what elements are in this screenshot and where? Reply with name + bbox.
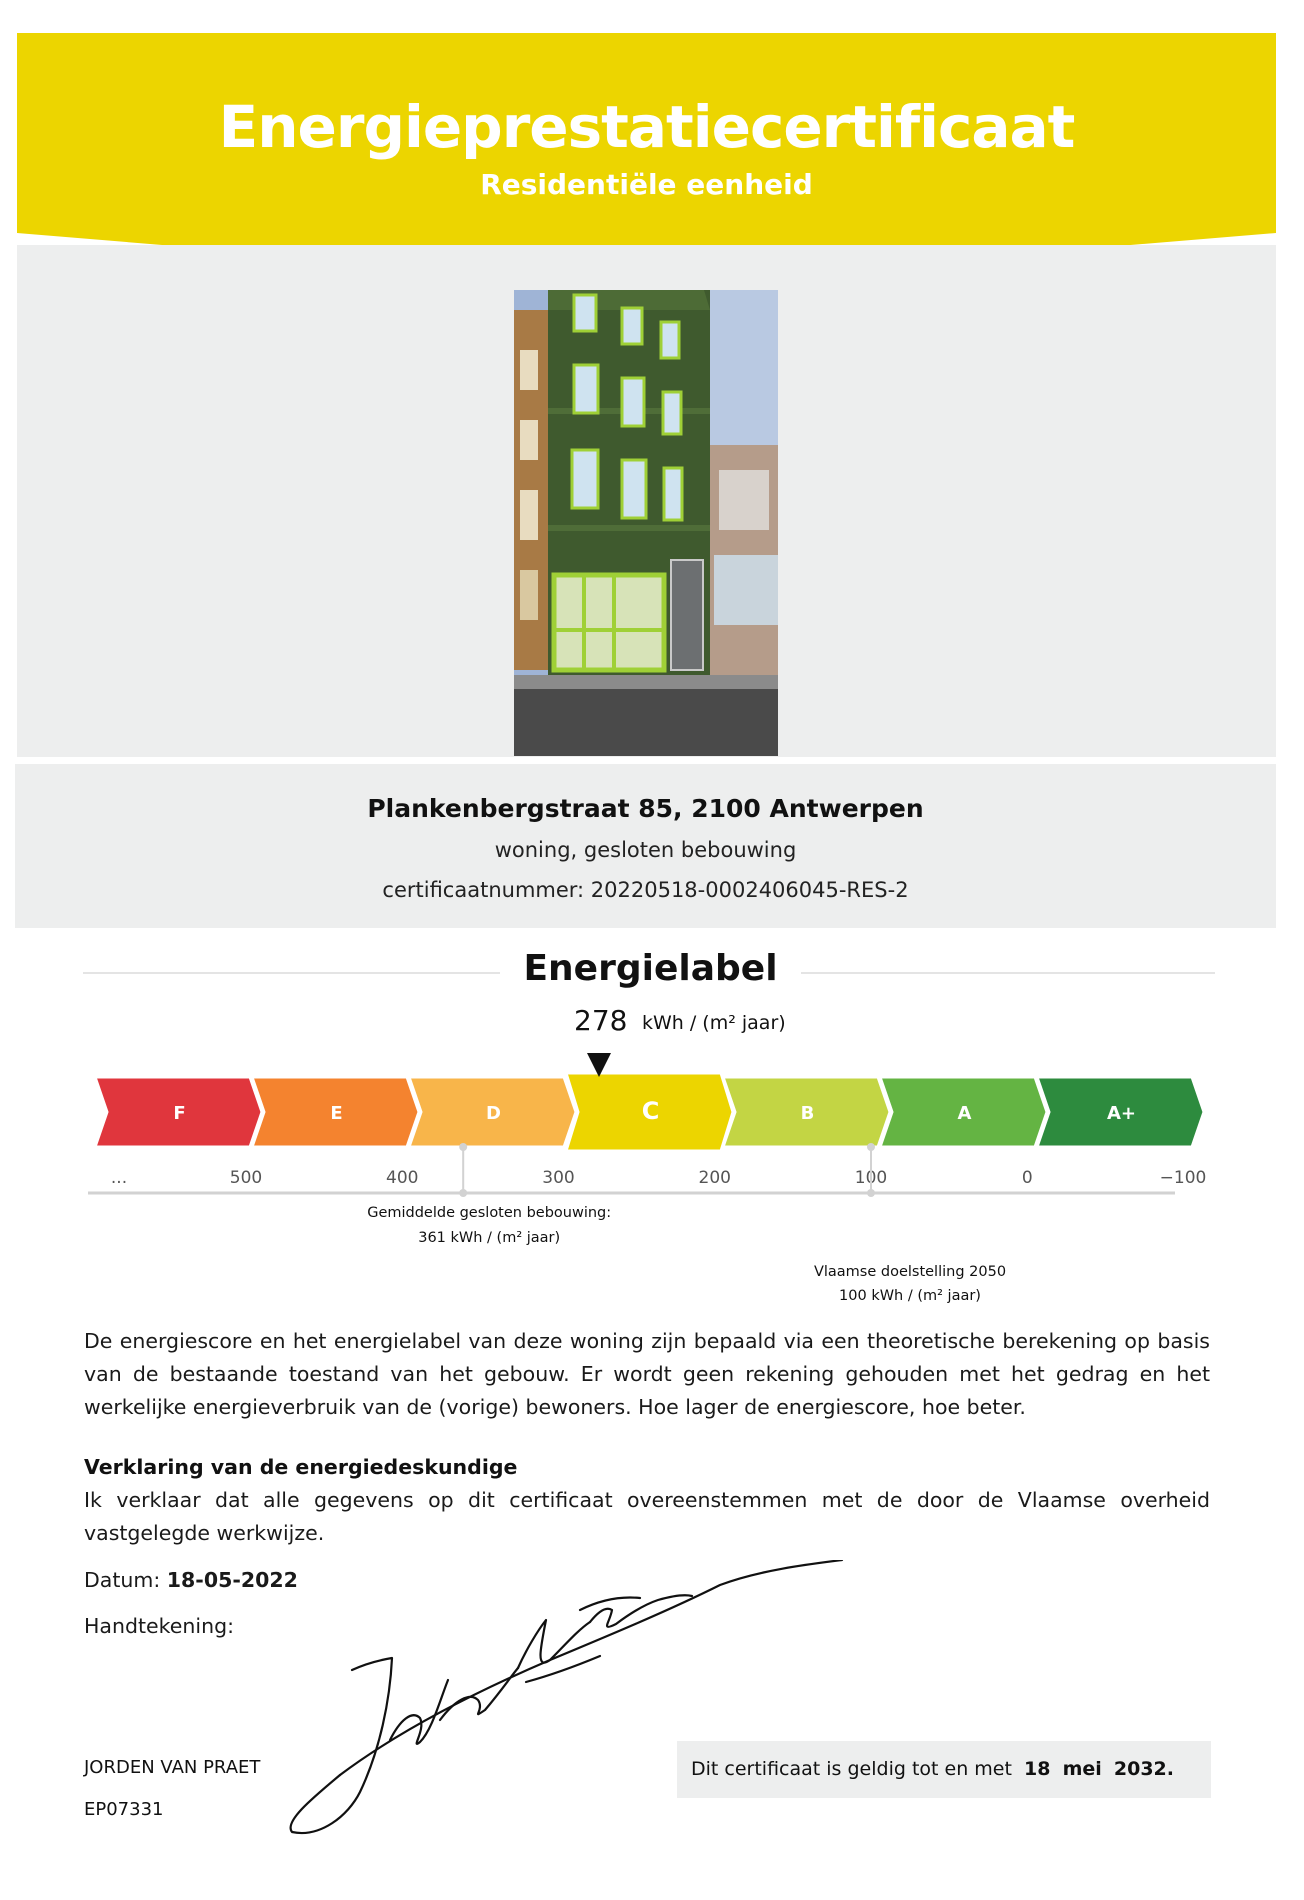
date-value: 18-05-2022 <box>166 1568 298 1592</box>
scale-tick-label: 100 <box>854 1168 888 1188</box>
marker-dot <box>867 1189 875 1197</box>
marker-value: 100 kWh / (m² jaar) <box>839 1288 981 1304</box>
marker-label: Vlaamse doelstelling 2050 <box>813 1264 1007 1280</box>
scale-tick-label: 200 <box>698 1168 731 1188</box>
page-title: Energieprestatiecertificaat <box>218 93 1075 161</box>
divider-left <box>83 972 500 974</box>
building-photo <box>514 290 778 756</box>
scale-tick-label: 0 <box>1021 1168 1033 1188</box>
scale-tick-label: 400 <box>386 1168 419 1188</box>
scale-tick-label: 300 <box>542 1168 575 1188</box>
declaration-text: Ik verklaar dat alle gegevens op dit certificaat overeenstemmen met de door de Vlaamse overheid vastgelegde werkwijze. <box>84 1488 1210 1545</box>
signature-label: Handtekening: <box>84 1614 234 1638</box>
scale-tick-label: −100 <box>1159 1168 1207 1188</box>
energy-band-label: A+ <box>1106 1103 1137 1124</box>
energy-label-title: Energielabel <box>523 948 778 989</box>
marker-dot <box>459 1189 467 1197</box>
energy-band-label: C <box>641 1097 660 1125</box>
validity-day: 18 <box>1024 1758 1051 1780</box>
validity-text <box>691 1758 1174 1780</box>
energy-band-label: D <box>486 1103 501 1124</box>
expert-name: JORDEN VAN PRAET <box>84 1757 261 1778</box>
validity-box <box>677 1741 1211 1798</box>
address-block <box>15 764 1276 928</box>
property-address: Plankenbergstraat 85, 2100 Antwerpen <box>367 794 924 823</box>
energy-score: 278 <box>574 1004 628 1037</box>
validity-prefix: Dit certificaat is geldig tot en met <box>691 1758 1012 1780</box>
energy-band-label: F <box>173 1103 186 1124</box>
scale-tick-label: ... <box>110 1168 128 1188</box>
handwritten-signature <box>280 1560 850 1840</box>
validity-year: 2032. <box>1113 1758 1174 1780</box>
energy-band-label: A <box>957 1103 972 1124</box>
declaration-heading: Verklaring van de energiedeskundige <box>84 1455 518 1479</box>
energy-score-unit: kWh / (m² jaar) <box>642 1012 786 1034</box>
page-subtitle: Residentiële eenheid <box>480 168 813 201</box>
validity-month: mei <box>1062 1758 1102 1780</box>
scale-tick-label: 500 <box>229 1168 263 1188</box>
marker-value: 361 kWh / (m² jaar) <box>418 1230 561 1246</box>
divider-right <box>801 972 1215 974</box>
property-type: woning, gesloten bebouwing <box>494 838 797 862</box>
marker-label: Gemiddelde gesloten bebouwing: <box>367 1205 612 1221</box>
energy-band-label: B <box>800 1103 815 1124</box>
expert-id: EP07331 <box>84 1799 164 1820</box>
date-label: Datum: <box>84 1568 167 1592</box>
explanation-paragraph: De energiescore en het energielabel van deze woning zijn bepaald via een theoretische berekening op basis van de bestaande toestand van het gebouw. Er wordt geen rekening gehouden met het gedrag en het werkelijke energieverbruik van de (vorige) bewoners. Hoe lager de energiescore, hoe beter. <box>84 1329 1210 1419</box>
marker-dot <box>867 1143 875 1151</box>
marker-dot <box>459 1143 467 1151</box>
energy-band-label: E <box>330 1103 343 1124</box>
certificate-number: certificaatnummer: 20220518-0002406045-RES-2 <box>382 878 909 902</box>
date-row <box>84 1568 298 1592</box>
